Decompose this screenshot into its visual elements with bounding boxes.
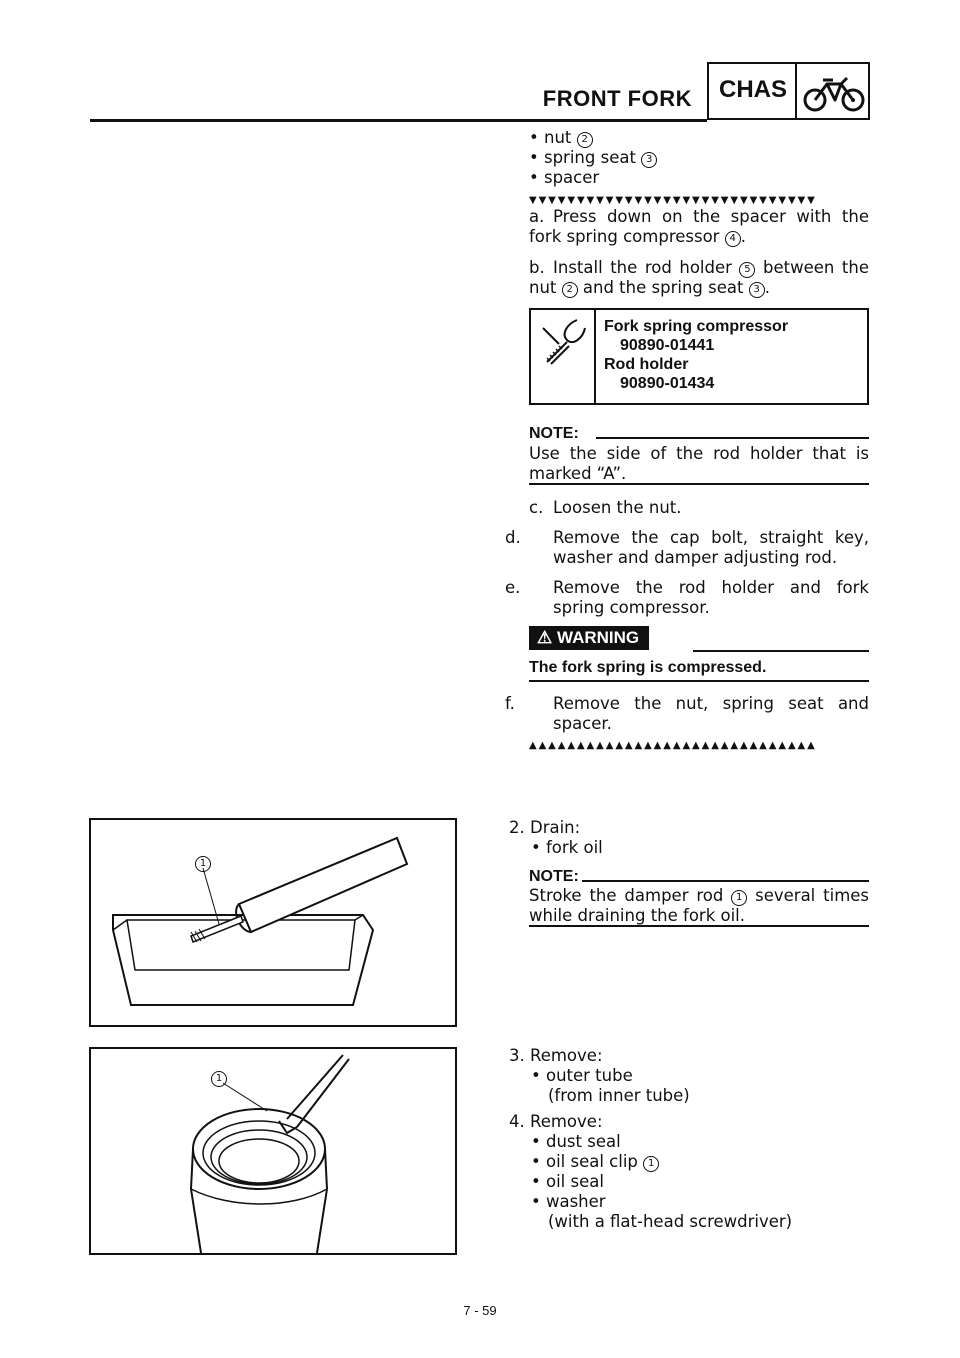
list-item: • outer tube [531, 1066, 633, 1085]
step-text: Press down on the spacer with the fork spring compressor [529, 207, 869, 246]
figure-remove-oil-seal [89, 1047, 457, 1255]
step-label: a. [529, 207, 545, 226]
procedure-end-marker: ▲▲▲▲▲▲▲▲▲▲▲▲▲▲▲▲▲▲▲▲▲▲▲▲▲▲▲▲▲▲ [529, 741, 817, 751]
section-badge [707, 62, 870, 120]
note-text: Use the side of the rod holder that is marked “A”. [529, 444, 869, 483]
ref-callout: 2 [562, 282, 578, 298]
step-e [505, 578, 869, 618]
note-text: Stroke the damper rod [529, 886, 724, 905]
note-end-rule [529, 483, 869, 485]
list-item-text: oil seal [545, 1172, 604, 1191]
list-item-text: outer tube [545, 1066, 633, 1085]
list-item: • spring seat 3 [529, 148, 869, 168]
tool-icon [537, 316, 589, 368]
step-text: between the nut [529, 258, 869, 297]
punctuation: . [764, 278, 770, 297]
note-heading: NOTE: [529, 868, 579, 885]
step-label: 4. Remove: [509, 1112, 603, 1131]
note-end-rule [529, 925, 869, 927]
step-label: e. [505, 578, 521, 597]
ref-callout: 3 [749, 282, 765, 298]
tool-list [604, 317, 788, 393]
callout-1: 1 [211, 1071, 227, 1087]
step-label: 2. Drain: [509, 818, 581, 837]
punctuation: . [740, 227, 746, 246]
list-item: • fork oil [531, 838, 603, 857]
warning-label: WARNING [556, 628, 640, 647]
list-item: • oil seal clip 1 [509, 1152, 869, 1172]
step-text: Install the rod holder [553, 258, 732, 277]
ref-callout: 4 [725, 231, 741, 247]
figure-drain-fork-oil [89, 818, 457, 1027]
step-label: d. [505, 528, 521, 547]
step-b [529, 258, 869, 298]
fork-tube-illustration [91, 1049, 455, 1253]
drain-step [509, 818, 869, 858]
list-item-text: nut [543, 128, 572, 147]
step-c [529, 498, 869, 518]
list-item-text: dust seal [545, 1132, 621, 1151]
procedure-start-marker: ▼▼▼▼▼▼▼▼▼▼▼▼▼▼▼▼▼▼▼▼▼▼▼▼▼▼▼▼▼▼ [529, 196, 817, 206]
warning-icon: ⚠ [537, 628, 553, 647]
tool-name: Fork spring compressor [604, 318, 789, 335]
list-item: • oil seal [531, 1172, 604, 1191]
special-tool-box [529, 308, 869, 405]
warning-text: The fork spring is compressed. [529, 659, 767, 676]
list-item: • nut 2 [529, 128, 869, 148]
warning-rule [693, 650, 869, 652]
list-item: • spacer [529, 168, 600, 187]
note-text: several times while draining the fork oil. [529, 886, 870, 925]
drain-pan-illustration [91, 820, 455, 1025]
ref-callout: 1 [731, 890, 747, 906]
tool-name: Rod holder [604, 356, 689, 373]
note-rule [596, 437, 869, 439]
bullet-list-1 [529, 128, 869, 188]
step-f [505, 694, 869, 734]
step-a [529, 207, 869, 247]
step-text: Remove the nut, spring seat and spacer. [553, 694, 869, 733]
step-label: b. [529, 258, 545, 277]
list-item: • dust seal [531, 1132, 621, 1151]
ref-callout: 3 [641, 152, 657, 168]
remove-step-3 [509, 1046, 869, 1106]
step-text: Remove the rod holder and fork spring compressor. [553, 578, 869, 617]
section-label: CHAS [719, 76, 788, 103]
badge-divider [795, 64, 797, 118]
warning-end-rule [529, 680, 869, 682]
remove-step-4 [509, 1112, 869, 1232]
step-d [505, 528, 869, 568]
list-item-text: washer [545, 1192, 606, 1211]
note-body [529, 886, 869, 926]
tool-box-divider [594, 310, 596, 403]
step-text: Loosen the nut. [553, 498, 682, 517]
ref-callout: 1 [643, 1156, 659, 1172]
note-rule [582, 880, 869, 882]
step-label: c. [529, 498, 544, 517]
header-rule [90, 119, 707, 122]
step-text: Remove the cap bolt, straight key, washer and damper adjusting rod. [553, 528, 869, 567]
step-label: f. [505, 694, 515, 713]
list-item: • washer [531, 1192, 606, 1211]
list-item-text: spring seat [543, 148, 636, 167]
list-item-text: fork oil [545, 838, 603, 857]
note-body [529, 444, 869, 484]
ref-callout: 5 [739, 262, 755, 278]
step-text: and the spring seat [582, 278, 744, 297]
tool-part-number: 90890-01434 [620, 375, 715, 392]
list-item-text: spacer [543, 168, 600, 187]
motorcycle-icon [801, 70, 867, 114]
callout-1: 1 [195, 856, 211, 872]
list-item-text: oil seal clip [545, 1152, 638, 1171]
ref-callout: 2 [577, 132, 593, 148]
page-title: FRONT FORK [542, 86, 692, 111]
tool-part-number: 90890-01441 [620, 337, 715, 354]
step-label: 3. Remove: [509, 1046, 603, 1065]
note-heading: NOTE: [529, 425, 579, 442]
list-item-note: (with a flat-head screwdriver) [548, 1212, 793, 1231]
list-item-note: (from inner tube) [548, 1086, 690, 1105]
warning-badge [529, 626, 649, 650]
page-number: 7 - 59 [463, 1303, 497, 1318]
